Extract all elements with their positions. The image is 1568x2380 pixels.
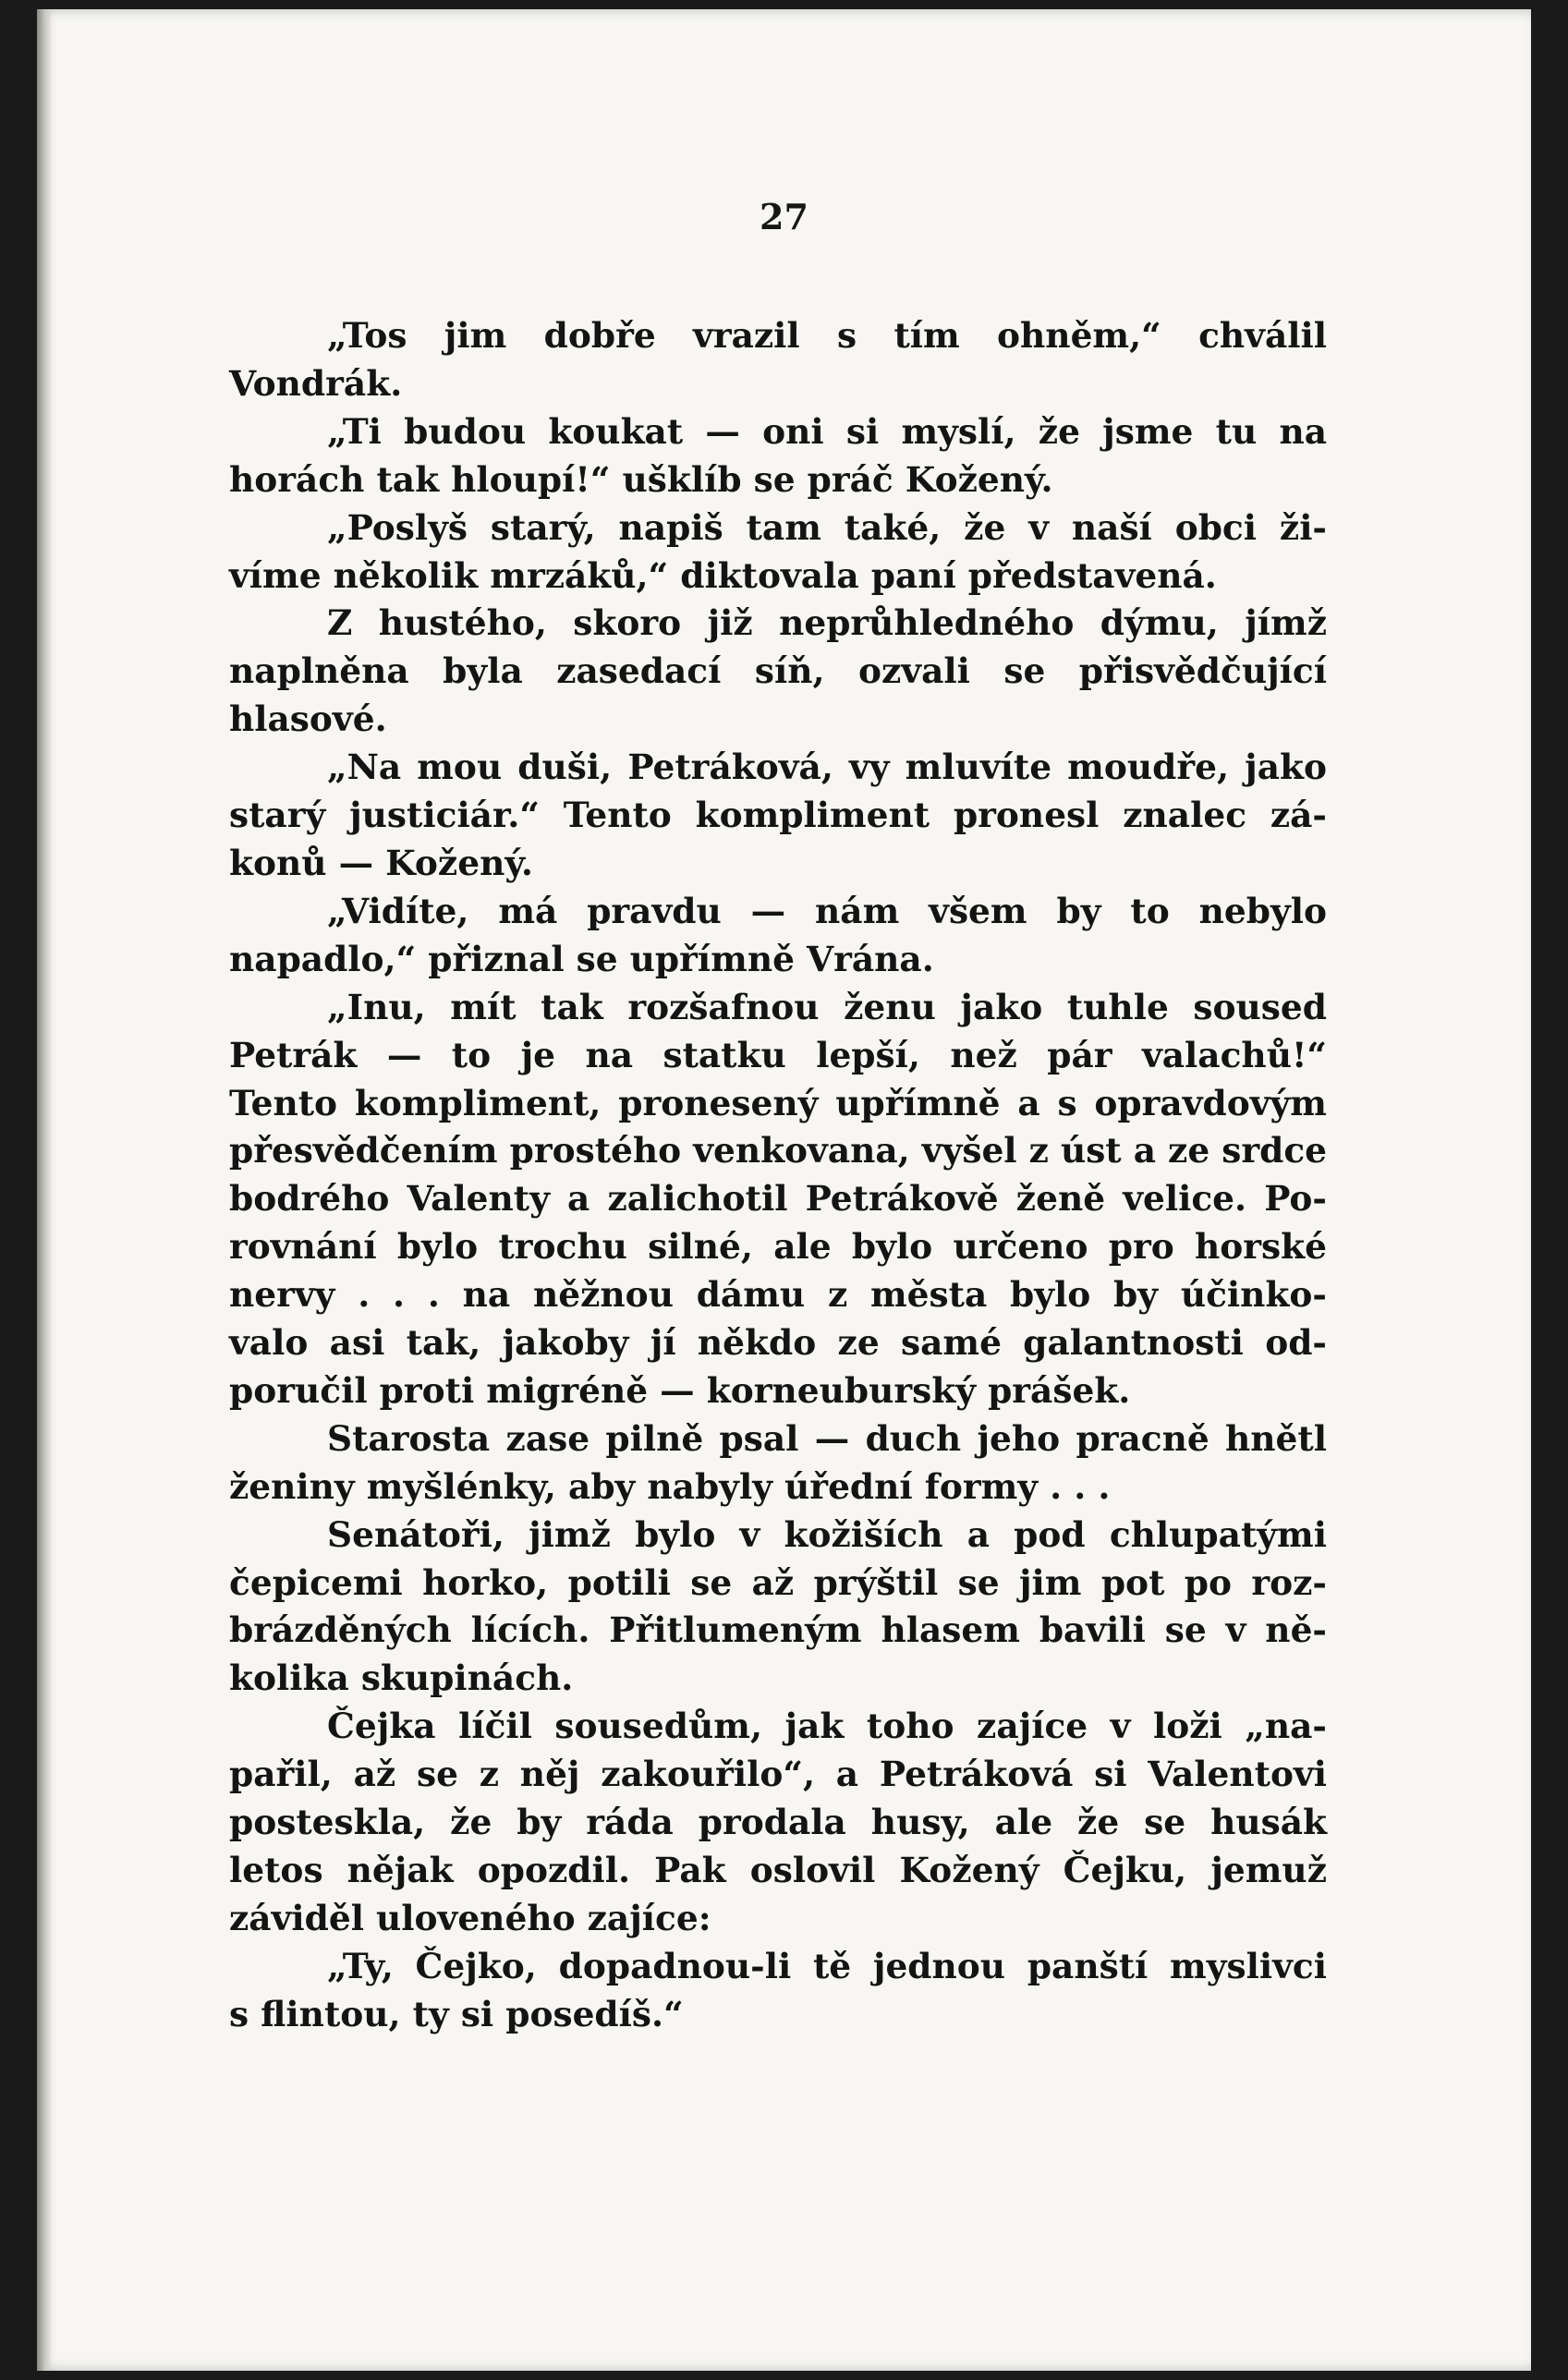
text-line: letos nějak opozdil. Pak oslovil Kožený Čejku, jemuž (229, 1850, 1327, 1890)
text-line: „Ty, Čejko, dopadnou-li tě jednou panští myslivci (327, 1945, 1327, 1986)
text-line: „Poslyš starý, napiš tam také, že v naší obci ži- (327, 506, 1327, 548)
text-line: konů — Kožený. (229, 842, 533, 883)
text-line: „Tos jim dobře vrazil s tím ohněm,“ chválil (327, 315, 1327, 356)
text-line: posteskla, že by ráda prodala husy, ale že se husák (229, 1802, 1327, 1843)
text-line: kolika skupinách. (229, 1658, 574, 1699)
text-line: Senátoři, jimž bylo v kožiších a pod chlupatými (327, 1513, 1327, 1555)
text-line: nervy . . . na něžnou dámu z města bylo by účinko- (229, 1274, 1327, 1316)
text-line: ženiny myšlénky, aby nabyly úřední formy . . . (229, 1465, 1111, 1507)
text-line: hlasové. (229, 698, 387, 740)
text-line: Čejka líčil sousedům, jak toho zajíce v loži „na- (327, 1706, 1327, 1747)
text-line: napadlo,“ přiznal se upřímně Vrána. (229, 938, 934, 979)
text-line: starý justiciár.“ Tento kompliment pronesl znalec zá- (229, 795, 1327, 836)
page-number: 27 (760, 196, 808, 237)
text-line: naplněna byla zasedací síň, ozvali se přisvědčující (229, 650, 1327, 692)
text-line: valo asi tak, jakoby jí někdo ze samé galantnosti od- (229, 1322, 1327, 1364)
text-line: pařil, až se z něj zakouřilo“, a Petráková si Valentovi (229, 1754, 1327, 1795)
text-line: „Inu, mít tak rozšafnou ženu jako tuhle soused (327, 986, 1327, 1027)
text-line: s flintou, ty si posedíš.“ (229, 1993, 684, 2034)
text-line: rovnání bylo trochu silné, ale bylo určeno pro horské (229, 1226, 1327, 1268)
page-binding-edge (37, 9, 52, 2371)
text-line: víme několik mrzáků,“ diktovala paní představená. (229, 554, 1217, 596)
text-line: záviděl uloveného zajíce: (229, 1897, 711, 1938)
text-line: Z hustého, skoro již neprůhledného dýmu, jímž (327, 602, 1327, 644)
text-line: Petrák — to je na statku lepší, než pár valachů!“ (229, 1034, 1327, 1075)
text-line: bodrého Valenty a zalichotil Petrákově ženě velice. Po- (229, 1178, 1327, 1220)
text-line: čepicemi horko, potili se až prýštil se jim pot po roz- (229, 1561, 1327, 1603)
page-text (229, 312, 1327, 2039)
text-line: poručil proti migréně — korneuburský prášek. (229, 1369, 1131, 1411)
text-line: Vondrák. (229, 362, 403, 404)
text-line: „Vidíte, má pravdu — nám všem by to nebylo (327, 890, 1327, 931)
text-line: „Ti budou koukat — oni si myslí, že jsme tu na (327, 410, 1327, 452)
text-line: horách tak hloupí!“ ušklíb se práč Kožený. (229, 458, 1053, 500)
text-line: přesvědčením prostého venkovana, vyšel z úst a ze srdce (229, 1130, 1327, 1172)
text-line: Starosta zase pilně psal — duch jeho pracně hnětl (327, 1417, 1327, 1459)
text-line: „Na mou duši, Petráková, vy mluvíte moudře, jako (327, 747, 1327, 788)
text-line: brázděných lících. Přitlumeným hlasem bavili se v ně- (229, 1609, 1327, 1651)
text-line: Tento kompliment, pronesený upřímně a s opravdovým (229, 1082, 1327, 1123)
